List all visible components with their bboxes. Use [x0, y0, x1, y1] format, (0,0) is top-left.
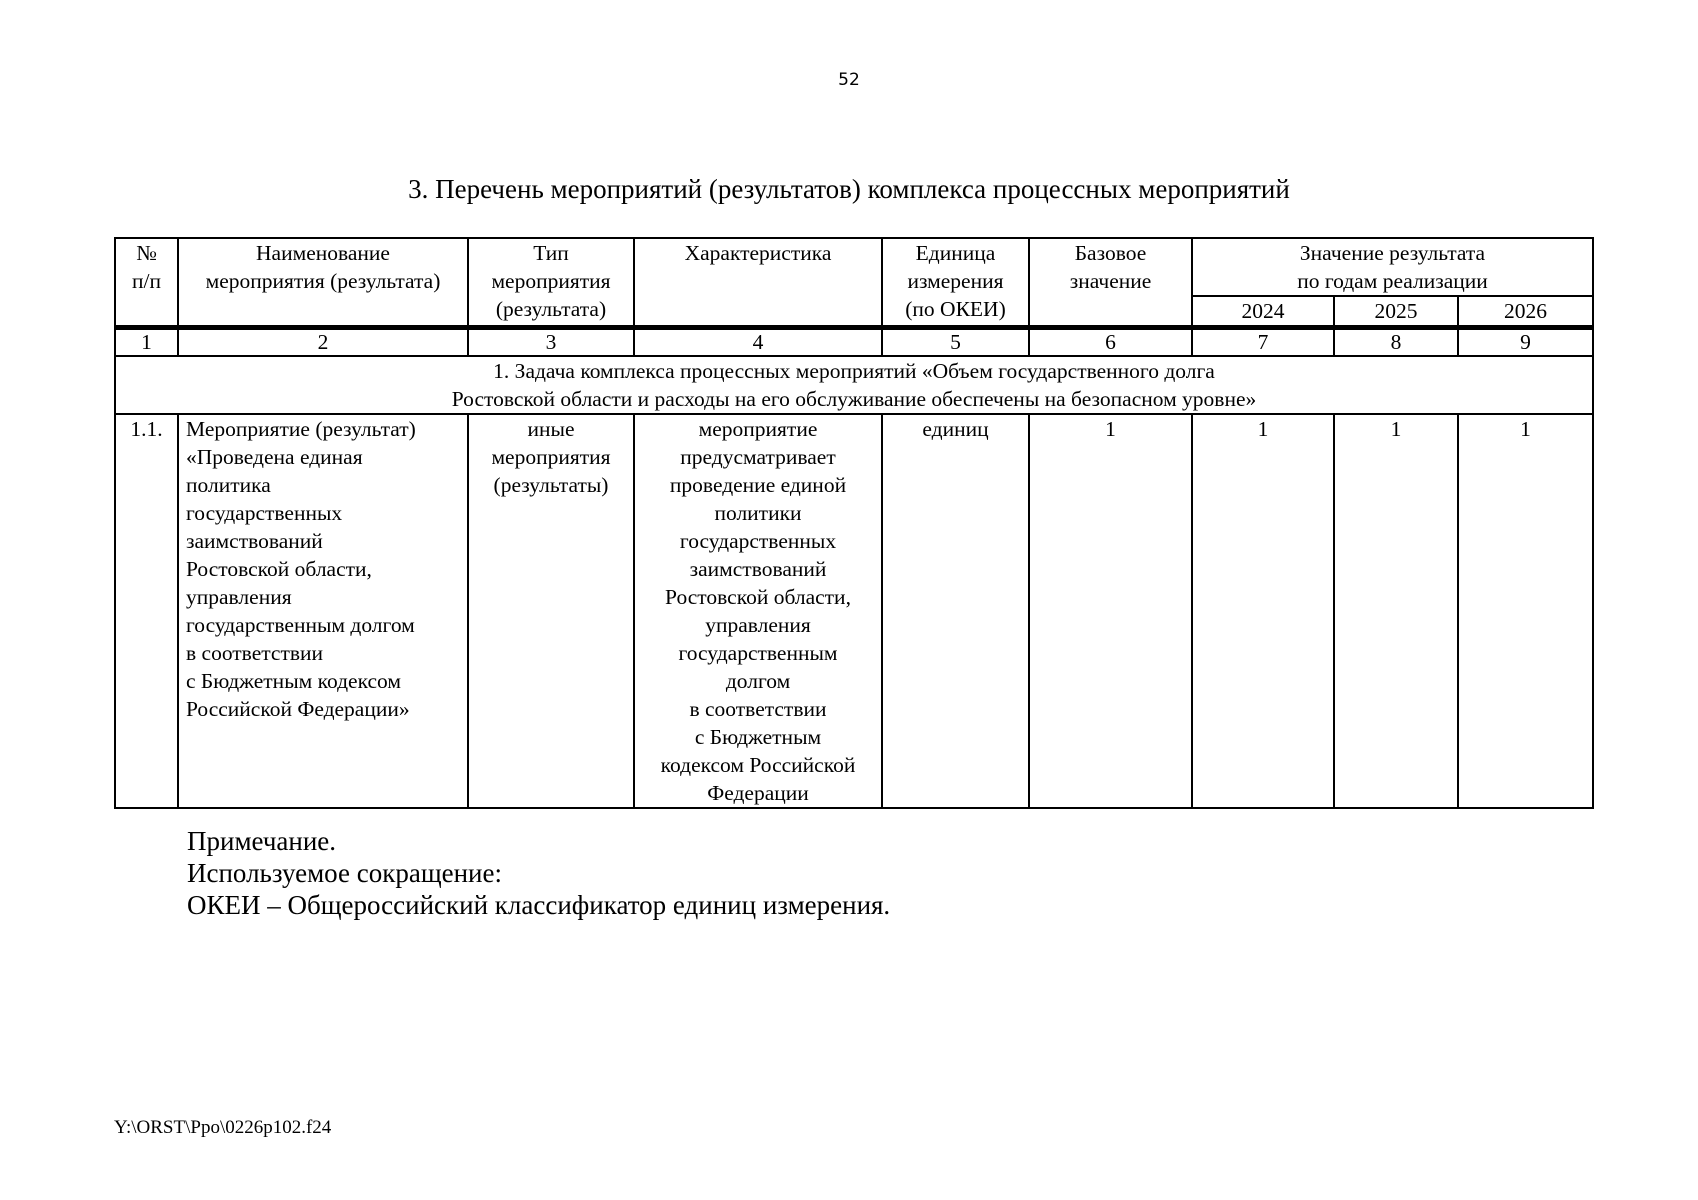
header-type-line: мероприятия: [491, 269, 611, 293]
row-name-line: государственных: [186, 501, 343, 525]
header-year-2024: 2024: [1192, 296, 1334, 328]
column-number: 7: [1192, 328, 1334, 357]
column-number: 6: [1029, 328, 1192, 357]
row-name-line: Ростовской области,: [186, 557, 372, 581]
row-char-line: проведение единой: [669, 473, 847, 497]
row-characteristic: [634, 414, 882, 808]
row-2024: 1: [1192, 414, 1334, 808]
row-char-line: мероприятие: [698, 417, 818, 441]
row-name: [178, 414, 468, 808]
header-base-line: Базовое: [1074, 241, 1147, 265]
header-result-group: [1192, 238, 1593, 296]
row-char-line: предусматривает: [680, 445, 836, 469]
row-char-line: Федерации: [707, 781, 809, 805]
row-type: [468, 414, 634, 808]
header-unit-line: измерения: [907, 269, 1004, 293]
row-char-line: управления: [705, 613, 811, 637]
row-char-line: Ростовской области,: [665, 585, 851, 609]
header-base: [1029, 238, 1192, 328]
column-number: 9: [1458, 328, 1593, 357]
row-2025: 1: [1334, 414, 1458, 808]
row-type-line: мероприятия: [491, 445, 611, 469]
row-unit: единиц: [882, 414, 1029, 808]
header-num-line: №: [136, 241, 157, 265]
header-unit: [882, 238, 1029, 328]
activities-table: [114, 237, 1594, 809]
note-line: Используемое сокращение:: [187, 858, 502, 888]
row-2026: 1: [1458, 414, 1593, 808]
header-num-line: п/п: [132, 269, 161, 293]
file-path-footer: Y:\ORST\Ppo\0226p102.f24: [114, 1117, 332, 1138]
note-line: ОКЕИ – Общероссийский классификатор единиц измерения.: [187, 890, 891, 920]
row-char-line: долгом: [725, 669, 791, 693]
header-year-2026: 2026: [1458, 296, 1593, 328]
column-number: 8: [1334, 328, 1458, 357]
column-number: 1: [115, 328, 178, 357]
notes: [187, 825, 890, 921]
task-row: [115, 356, 1593, 414]
row-name-line: политика: [186, 473, 271, 497]
row-name-line: заимствований: [186, 529, 323, 553]
header-name-line: Наименование: [256, 241, 390, 265]
row-name-line: с Бюджетным кодексом: [186, 669, 401, 693]
header-base-line: значение: [1069, 269, 1152, 293]
row-name-line: государственным долгом: [186, 613, 415, 637]
header-num: [115, 238, 178, 328]
row-char-line: в соответствии: [689, 697, 827, 721]
header-result-line: Значение результата: [1299, 241, 1486, 265]
header-row-1: [115, 238, 1593, 296]
header-unit-line: Единица: [915, 241, 996, 265]
note-line: Примечание.: [187, 826, 337, 856]
header-type-line: (результата): [495, 297, 607, 321]
row-char-line: кодексом Российской: [660, 753, 856, 777]
column-number: 5: [882, 328, 1029, 357]
row-name-line: в соответствии: [186, 641, 324, 665]
row-char-line: политики: [714, 501, 802, 525]
header-type-line: Тип: [533, 241, 569, 265]
table-row: [115, 414, 1593, 808]
row-num: 1.1.: [115, 414, 178, 808]
row-char-line: государственных: [679, 529, 837, 553]
page-number: 52: [838, 70, 860, 90]
column-numbers-row: [115, 328, 1593, 357]
row-name-line: управления: [186, 585, 292, 609]
header-unit-line: (по ОКЕИ): [905, 297, 1006, 321]
row-char-line: заимствований: [689, 557, 827, 581]
row-char-line: с Бюджетным: [694, 725, 822, 749]
row-base: 1: [1029, 414, 1192, 808]
task-line: Ростовской области и расходы на его обслуживание обеспечены на безопасном уровне»: [451, 387, 1257, 411]
header-name: [178, 238, 468, 328]
header-name-line: мероприятия (результата): [205, 269, 441, 293]
column-number: 4: [634, 328, 882, 357]
task-heading: [115, 356, 1593, 414]
header-type: [468, 238, 634, 328]
row-name-line: «Проведена единая: [186, 445, 363, 469]
column-number: 3: [468, 328, 634, 357]
task-line: 1. Задача комплекса процессных мероприятий «Объем государственного долга: [493, 359, 1215, 383]
row-name-line: Мероприятие (результат): [186, 417, 416, 441]
row-char-line: государственным: [678, 641, 838, 665]
row-name-line: Российской Федерации»: [186, 697, 410, 721]
column-number: 2: [178, 328, 468, 357]
header-year-2025: 2025: [1334, 296, 1458, 328]
header-characteristic: Характеристика: [634, 238, 882, 328]
header-result-line: по годам реализации: [1297, 269, 1488, 293]
row-type-line: (результаты): [493, 473, 609, 497]
document-title: 3. Перечень мероприятий (результатов) комплекса процессных мероприятий: [408, 174, 1290, 204]
row-type-line: иные: [527, 417, 575, 441]
